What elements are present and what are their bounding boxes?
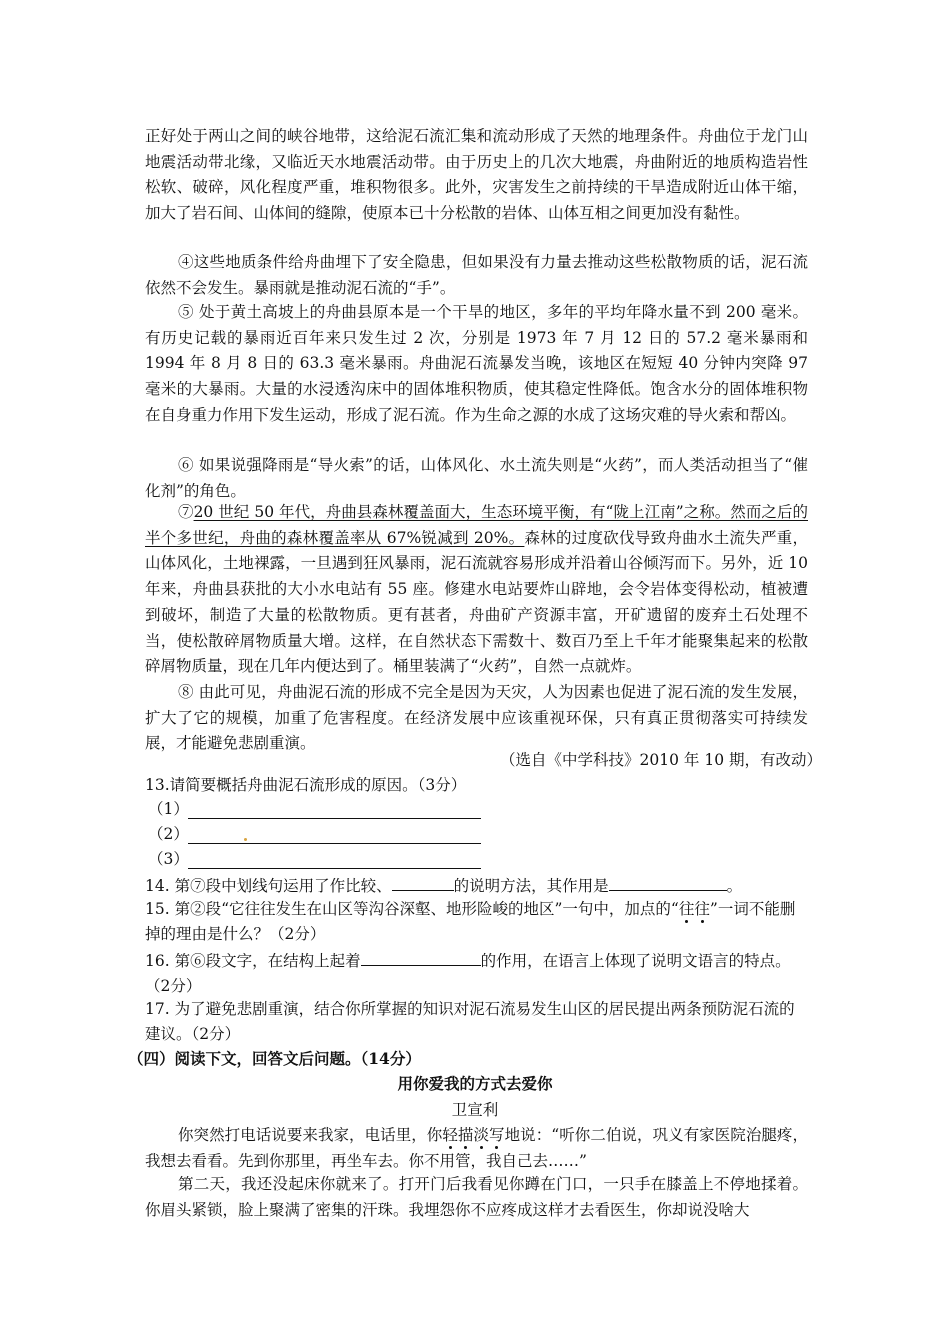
article-paragraph-2: 第二天，我还没起床你就来了。打开门后我看见你蹲在门口，一只手在膝盖上不停地揉着。你眉头紧锁，脸上聚满了密集的汗珠。我埋怨你不应疼成这样才去看医生，你却说没啥大 bbox=[145, 1175, 808, 1219]
q14-blank-1[interactable] bbox=[392, 872, 454, 891]
article-title: 用你爱我的方式去爱你 bbox=[397, 1074, 553, 1093]
paragraph-7-marker: ⑦ bbox=[178, 503, 194, 521]
paragraph-6: ⑥ 如果说强降雨是“导火索”的话，山体风化、水土流失则是“火药”，而人类活动担当了“催化剂”的角色。 bbox=[145, 456, 808, 500]
p1-dotted-char: 描 bbox=[457, 1126, 474, 1144]
p1-text-b: 地说：“听你二伯说，巩义有家医院治腿疼，我想去看看。先到你那里，再坐车去。你不用管，我自己去……” bbox=[145, 1126, 808, 1170]
section-4-heading: （四）阅读下文，回答文后问题。（14分） bbox=[128, 1049, 421, 1068]
q16-text-a: 16. 第⑥段文字，在结构上起着 bbox=[145, 952, 361, 970]
q14-text-a: 14. 第⑦段中划线句运用了作比较、 bbox=[145, 877, 392, 895]
paragraph-4: ④这些地质条件给舟曲埋下了安全隐患，但如果没有力量去推动这些松散物质的话，泥石流依然不会发生。暴雨就是推动泥石流的“手”。 bbox=[145, 253, 808, 297]
article-author: 卫宣利 bbox=[451, 1101, 499, 1119]
q15-dotted-char: 往 bbox=[678, 900, 695, 918]
paragraph-8: ⑧ 由此可见，舟曲泥石流的形成不完全是因为天灾，人为因素也促进了泥石流的发生发展，扩大了它的规模，加重了危害程度。在经济发展中应该重视环保，只有真正贯彻落实可持续发展，才能避免悲剧重演。 bbox=[145, 683, 808, 753]
answer-row-3 bbox=[148, 847, 189, 871]
answer-line[interactable] bbox=[188, 868, 481, 869]
paragraph-5: ⑤ 处于黄土高坡上的舟曲县原本是一个干旱的地区，多年的平均年降水量不到 200 毫米。有历史记载的暴雨近百年来只发生过 2 次，分别是 1973 年 7 月 12 日的 57.2 毫米暴雨和 1994 年 8 月 8 日的 63.3 毫米暴雨。舟曲泥石流暴发当晚，该地区在短短 40 分钟内突降 97 毫米的大暴雨。大量的水浸透沟床中的固体堆积物质，使其稳定性降低。饱含水分的固体堆积物在自身重力作用下发生运动，形成了泥石流。作为生命之源的水成了这场灾难的导火索和帮凶。 bbox=[145, 303, 808, 424]
paragraph-3-continued: 正好处于两山之间的峡谷地带，这给泥石流汇集和流动形成了天然的地理条件。舟曲位于龙门山地震活动带北缘，又临近天水地震活动带。由于历史上的几次大地震，舟曲附近的地质构造岩性松软、破碎，风化程度严重，堆积物很多。此外，灾害发生之前持续的干旱造成附近山体干缩，加大了岩石间、山体间的缝隙，使原本已十分松散的岩体、山体互相之间更加没有黏性。 bbox=[145, 127, 808, 223]
answer-row-2 bbox=[148, 822, 189, 846]
q15-text-b: ”一词不能删掉的理由是什么？（2分） bbox=[145, 900, 796, 943]
underlined-sentence: 20 世纪 50 年代，舟曲县森林覆盖面大，生态环境平衡，有“陇上江南”之称。然而之后的半个多世纪，舟曲的森林覆盖率从 67%锐减到 20%。 bbox=[145, 503, 808, 547]
source-citation: （选自《中学科技》2010 年 10 期，有改动） bbox=[500, 751, 822, 769]
q14-blank-2[interactable] bbox=[609, 872, 727, 891]
q14-text-b: 的说明方法，其作用是 bbox=[453, 877, 609, 895]
paragraph-7-rest: 森林的过度砍伐导致舟曲水土流失严重，山体风化，土地裸露，一旦遇到狂风暴雨，泥石流就容易形成并沿着山谷倾泻而下。另外，近 10 年来，舟曲县获批的大小水电站有 55 座。修建水电站要炸山辟地，会令岩体变得松动，植被遭到破坏，制造了大量的松散物质。更有甚者，舟曲矿产资源丰富，开矿遗留的废弃土石处理不当，使松散碎屑物质量大增。这样，在自然状态下需数十、数百乃至上千年才能聚集起来的松散碎屑物质量，现在几年内便达到了。桶里装满了“火药”，自然一点就炸。 bbox=[145, 528, 808, 676]
question-16 bbox=[145, 947, 808, 999]
question-15 bbox=[145, 897, 808, 947]
answer-row-1 bbox=[148, 797, 189, 821]
answer-label: （3） bbox=[148, 850, 189, 868]
answer-line[interactable] bbox=[188, 843, 481, 844]
question-17: 17. 为了避免悲剧重演，结合你所掌握的知识对泥石流易发生山区的居民提出两条预防泥石流的建议。（2分） bbox=[145, 1000, 795, 1043]
article-paragraph-1 bbox=[145, 1123, 808, 1174]
q15-dotted-char: 往 bbox=[694, 900, 710, 918]
q14-text-c: 。 bbox=[726, 877, 743, 895]
p1-dotted-char: 淡 bbox=[473, 1126, 490, 1144]
answer-line[interactable] bbox=[188, 818, 481, 819]
paragraph-7 bbox=[145, 500, 808, 680]
answer-label: （1） bbox=[148, 800, 189, 818]
question-13: 13.请简要概括舟曲泥石流形成的原因。（3分） bbox=[145, 776, 467, 794]
p1-dotted-char: 轻 bbox=[442, 1126, 458, 1144]
question-14 bbox=[145, 872, 808, 899]
q15-text-a: 15. 第②段“它往往发生在山区等沟谷深壑、地形险峻的地区”一句中，加点的“ bbox=[145, 900, 679, 918]
p1-text-a: 你突然打电话说要来我家，电话里，你 bbox=[178, 1126, 443, 1144]
p1-dotted-char: 写 bbox=[489, 1126, 505, 1144]
marker-dot bbox=[244, 838, 247, 841]
answer-label: （2） bbox=[148, 825, 189, 843]
q16-blank[interactable] bbox=[361, 947, 481, 966]
q16-text-b: 的作用，在语言上体现了说明文语言的特点。（2分） bbox=[145, 952, 791, 995]
